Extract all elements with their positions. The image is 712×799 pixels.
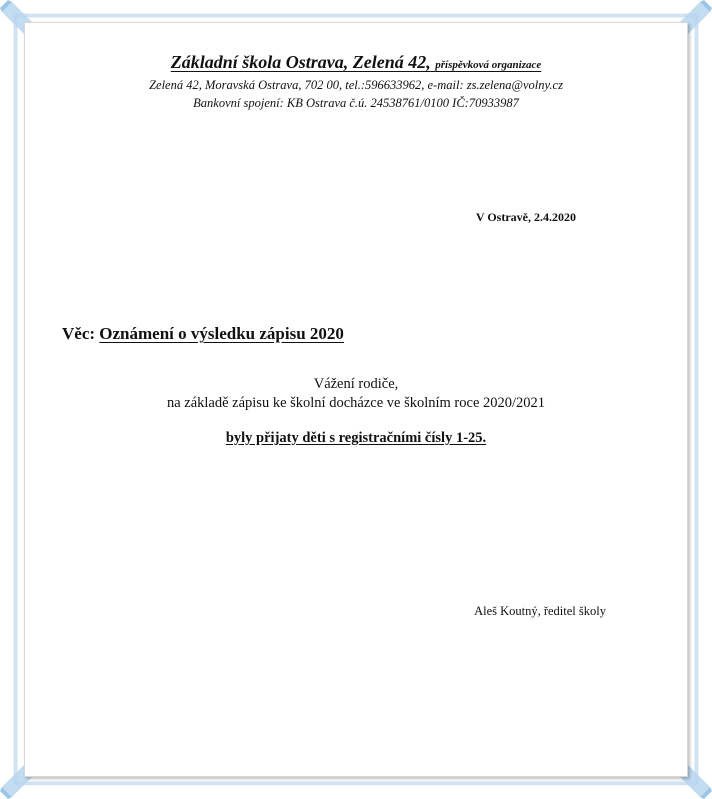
salutation: Vážení rodiče, (313, 376, 399, 392)
letterhead-address: Zelená 42, Moravská Ostrava, 702 00, tel.:596633962, e-mail: zs.zelena@volny.cz (149, 78, 563, 92)
subject-label: Věc: (62, 324, 96, 343)
body-text: na základě zápisu ke školní docházce ve školním roce 2020/2021 (166, 395, 546, 411)
document-date: V Ostravě, 2.4.2020 (475, 210, 576, 224)
subject-line (62, 324, 344, 344)
letterhead-title (0, 52, 712, 73)
school-name: Základní škola Ostrava, Zelená 42, (170, 52, 431, 72)
admission-announcement: byly přijaty děti s registračními čísly 1-25. (225, 430, 487, 446)
letterhead-bank-info: Bankovní spojení: KB Ostrava č.ú. 24538761/0100 IČ:70933987 (193, 96, 519, 110)
subject-text: Oznámení o výsledku zápisu 2020 (99, 324, 344, 343)
signature: Aleš Koutný, ředitel školy (474, 604, 606, 618)
school-type: příspěvková organizace (435, 59, 542, 71)
